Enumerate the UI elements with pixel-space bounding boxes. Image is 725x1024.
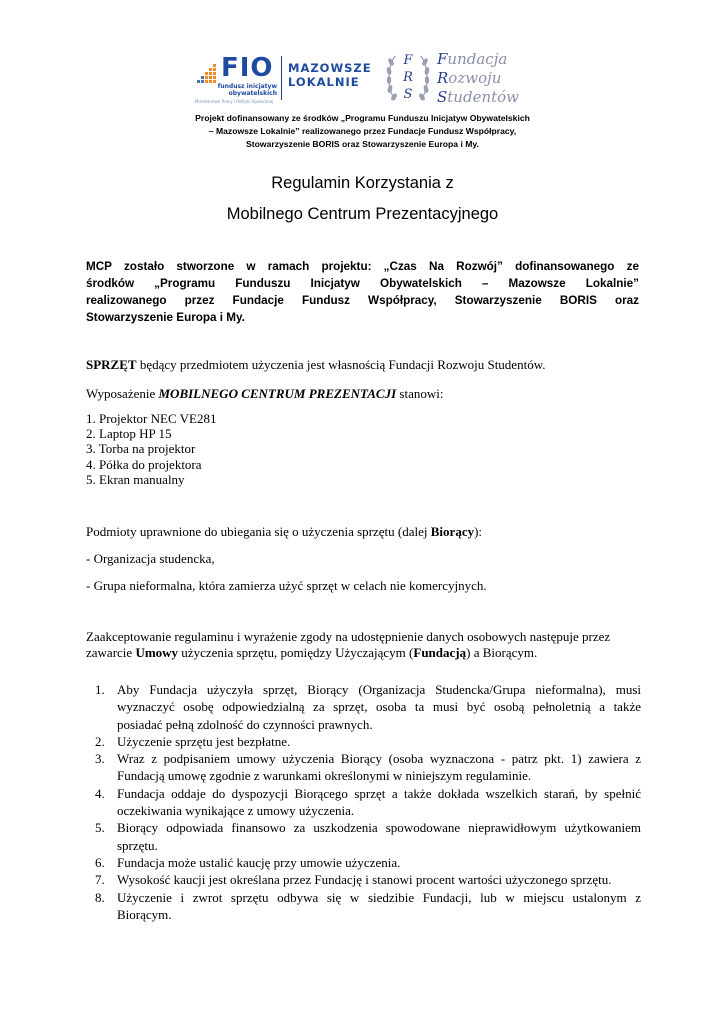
frs-monogram-s: S: [403, 87, 413, 102]
acceptance-text-start: zawarcie: [86, 645, 136, 660]
rule-item: [86, 854, 641, 871]
sprzet-paragraph: [86, 357, 641, 373]
funding-line: Stowarzyszenie BORIS oraz Stowarzyszenie Europa i My.: [246, 139, 479, 149]
frs-initial-r: R: [437, 69, 449, 87]
rule-line: Biorący odpowiada finansowo za uszkodzenia spowodowane nieprawidłowym użytkowaniem: [117, 820, 641, 836]
acceptance-keyword-fundacja: Fundacją: [413, 645, 467, 660]
rule-line: Biorącym.: [117, 906, 172, 922]
rule-item: [86, 889, 641, 924]
fio-logo: [195, 54, 275, 104]
acceptance-text-end: ) a Biorącym.: [466, 645, 538, 660]
rule-item: [86, 871, 641, 888]
equipment-intro-start: Wyposażenie: [86, 386, 159, 401]
fio-dots-icon: [195, 64, 219, 86]
rule-line: Fundacja może ustalić kaucję przy umowie użyczenia.: [117, 854, 401, 870]
header-logos: [195, 50, 545, 108]
frs-word-studentow: tudentów: [447, 88, 520, 106]
eligible-entities-paragraph: [86, 524, 641, 540]
equipment-intro-emphasis: MOBILNEGO CENTRUM PREZENTACJI: [158, 386, 397, 401]
intro-line: środków „Programu Funduszu Inicjatyw Obywatelskich – Mazowsze Lokalnie”: [86, 277, 639, 290]
rule-item: [86, 819, 641, 854]
page-title-line1: Regulamin Korzystania z: [271, 174, 454, 192]
entity-informal-group: - Grupa nieformalna, która zamierza użyć sprzęt w celach nie komercyjnych.: [86, 578, 487, 593]
rules-list: [86, 681, 641, 923]
rule-line: wyznaczyć osobę odpowiedzialną za sprzęt, osoba ta musi być osobą pełnoletnią a także: [117, 699, 641, 715]
list-item: 2. Laptop HP 15: [86, 426, 172, 442]
frs-initial-f: F: [437, 50, 448, 68]
fio-subtitle-line2: obywatelskich: [228, 89, 277, 97]
frs-name-line1: [437, 50, 519, 69]
entity-student-organization: - Organizacja studencka,: [86, 551, 215, 566]
fio-title: FIO: [221, 53, 274, 83]
mazowsze-line2: LOKALNIE: [288, 75, 360, 89]
rule-line: sprzętu.: [117, 837, 158, 853]
rule-line: Fundacją umowę zgodnie z warunkami określonymi w niniejszym regulaminie.: [117, 768, 532, 784]
list-item: 3. Torba na projektor: [86, 441, 196, 457]
intro-line: MCP zostało stworzone w ramach projektu: „Czas Na Rozwój” dofinansowanego ze: [86, 260, 639, 273]
rule-number: 8.: [95, 889, 105, 905]
list-item: 4. Półka do projektora: [86, 456, 202, 472]
logo-divider: [281, 56, 282, 100]
acceptance-keyword-umowy: Umowy: [135, 645, 179, 660]
fio-subtitle: [195, 84, 277, 97]
rule-number: 3.: [95, 751, 105, 767]
frs-monogram: [396, 52, 420, 103]
list-item: 5. Ekran manualny: [86, 471, 185, 487]
funding-line: – Mazowsze Lokalnie” realizowanego przez Fundacje Fundusz Współpracy,: [208, 126, 517, 136]
equipment-intro: [86, 386, 641, 402]
intro-paragraph: [86, 258, 639, 326]
eligible-text-start: Podmioty uprawnione do ubiegania się o użyczenia sprzętu (dalej: [86, 524, 431, 539]
frs-name-line2: [437, 69, 519, 88]
rule-item: [86, 733, 641, 750]
rule-line: Użyczenie i zwrot sprzętu odbywa się w siedzibie Fundacji, lub w miejscu ustalonym z: [117, 889, 641, 905]
rule-number: 6.: [95, 854, 105, 870]
equipment-list: [86, 411, 216, 487]
frs-initial-s: S: [437, 88, 448, 106]
rule-number: 2.: [95, 733, 105, 749]
fio-subtitle-line1: fundusz inicjatyw: [217, 83, 277, 90]
page-title-line2: Mobilnego Centrum Prezentacyjnego: [226, 205, 499, 223]
mazowsze-lokalnie-logo: [288, 61, 372, 89]
rule-number: 1.: [95, 682, 105, 697]
rule-item: [86, 750, 641, 785]
mazowsze-line1: MAZOWSZE: [288, 61, 372, 75]
equipment-intro-end: stanowi:: [396, 386, 444, 401]
rule-line: Użyczenie sprzętu jest bezpłatne.: [117, 733, 291, 749]
rule-item: [86, 785, 641, 820]
frs-monogram-f: F: [403, 53, 413, 68]
sprzet-keyword: SPRZĘT: [86, 357, 137, 372]
frs-name: [437, 50, 519, 107]
rule-line: posiadać pełną zdolność do czynności prawnych.: [117, 716, 373, 732]
eligible-keyword: Biorący: [430, 524, 475, 539]
sprzet-text: będący przedmiotem użyczenia jest własnością Fundacji Rozwoju Studentów.: [136, 357, 546, 372]
rule-line: Wraz z podpisaniem umowy użyczenia Biorący (osoba wyznaczona - patrz pkt. 1) zawiera z: [117, 751, 641, 767]
rule-line: Fundacja oddaje do dyspozycji Biorącego sprzęt a także dokłada wszelkich starań, by spełnić: [117, 785, 641, 801]
rule-item: [86, 681, 641, 733]
acceptance-paragraph: [86, 629, 641, 661]
intro-line: Stowarzyszenie Europa i My.: [86, 311, 245, 324]
acceptance-line1: Zaakceptowanie regulaminu i wyrażenie zgody na udostępnienie danych osobowych następuje przez: [86, 629, 611, 644]
rule-line: Wysokość kaucji jest określana przez Fundację i stanowi procent wartości użyczonego sprzętu.: [117, 872, 612, 888]
frs-word-fundacja: undacja: [447, 50, 508, 68]
acceptance-line2: [86, 645, 641, 661]
frs-word-rozwoju: ozwoju: [448, 69, 502, 87]
intro-line: realizowanego przez Fundacje Fundusz Współpracy, Stowarzyszenie BORIS oraz: [86, 294, 639, 307]
rule-number: 5.: [95, 820, 105, 836]
acceptance-text-mid: użyczenia sprzętu, pomiędzy Użyczającym (: [178, 645, 414, 660]
frs-logo: [385, 50, 545, 108]
funding-line: Projekt dofinansowany ze środków „Programu Funduszu Inicjatyw Obywatelskich: [195, 113, 530, 123]
eligible-text-end: ):: [474, 524, 483, 539]
list-item: 1. Projektor NEC VE281: [86, 411, 217, 426]
frs-monogram-r: R: [403, 70, 413, 85]
rule-number: 4.: [95, 785, 105, 801]
fio-ministry: Ministerstwo Pracy i Polityki Społecznej: [195, 99, 274, 104]
rule-line: Aby Fundacja użyczyła sprzęt, Biorący (Organizacja Studencka/Grupa nieformalna), musi: [117, 682, 641, 697]
rule-line: oczekiwania wynikające z umowy użyczenia.: [117, 803, 355, 819]
funding-statement: [150, 112, 575, 151]
rule-number: 7.: [95, 872, 105, 888]
frs-name-line3: [437, 88, 519, 107]
